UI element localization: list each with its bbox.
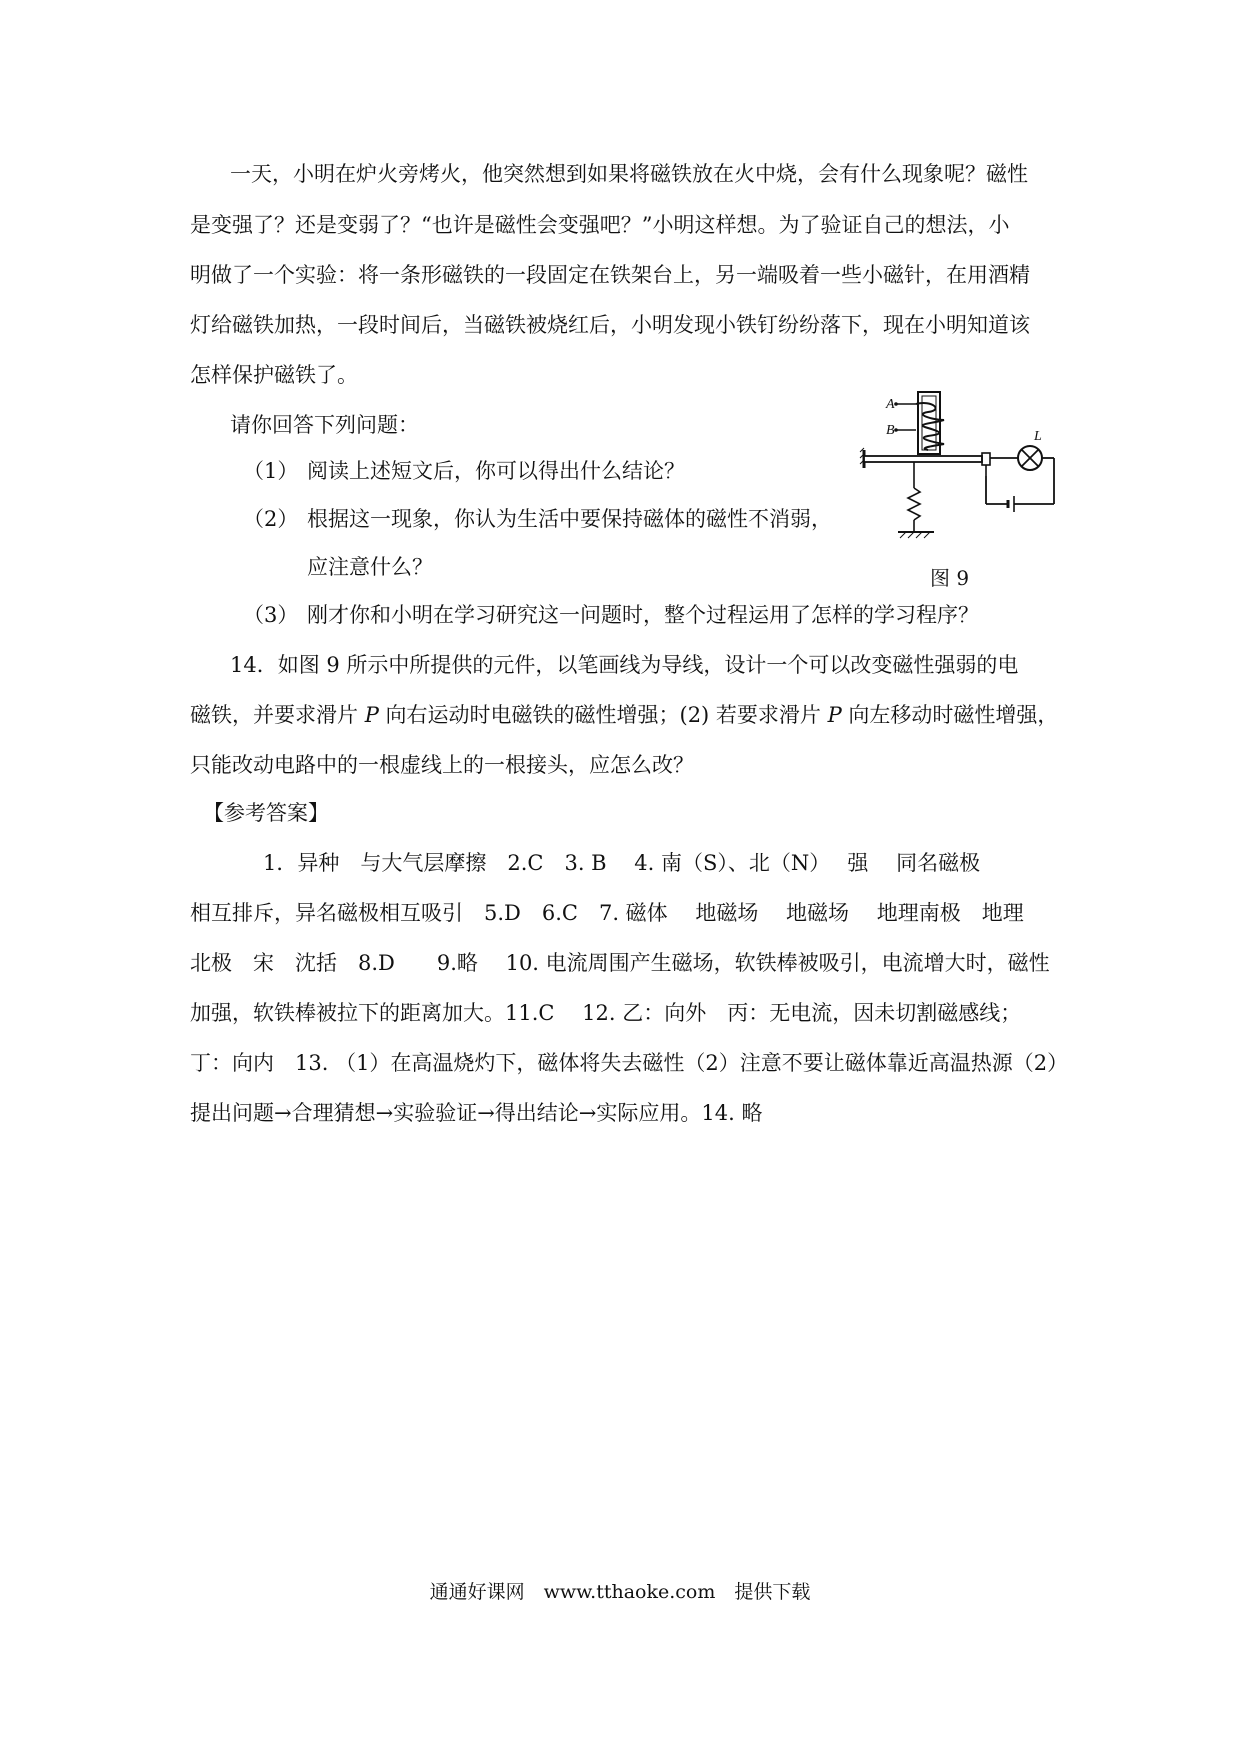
q14-text-b: 向右运动时电磁铁的磁性增强；(2) 若要求滑片 (378, 703, 828, 727)
figure-9-circuit-diagram (858, 390, 1064, 550)
answer-line-4: 加强，软铁棒被拉下的距离加大。11.C 12. 乙：向外 丙：无电流，因未切割磁感线； (190, 1001, 1022, 1025)
passage-line-1: 一天，小明在炉火旁烤火，他突然想到如果将磁铁放在火中烧，会有什么现象呢？磁性 (230, 162, 1028, 186)
label-b: B (886, 423, 895, 438)
question-prompt: 请你回答下列问题： (230, 413, 419, 437)
passage-line-3: 明做了一个实验：将一条形磁铁的一段固定在铁架台上，另一端吸着一些小磁针，在用酒精 (190, 263, 1030, 287)
question-14-line-1: 14．如图 9 所示中所提供的元件，以笔画线为导线，设计一个可以改变磁性强弱的电 (230, 653, 1019, 677)
passage-line-5: 怎样保护磁铁了。 (190, 363, 358, 387)
question-2-continuation: 应注意什么？ (307, 555, 433, 579)
question-2-number: （2） (243, 507, 299, 531)
question-1-number: （1） (243, 459, 299, 483)
answer-line-1: 1．异种 与大气层摩擦 2.C 3. B 4. 南（S）、北（N） 强 同名磁极 (263, 851, 981, 875)
answer-line-2: 相互排斥，异名磁极相互吸引 5.D 6.C 7. 磁体 地磁场 地磁场 地理南极 地理 (190, 901, 1024, 925)
answer-line-6: 提出问题→合理猜想→实验验证→得出结论→实际应用。14. 略 (190, 1101, 763, 1125)
answer-line-5: 丁：向内 13. （1）在高温烧灼下，磁体将失去磁性（2）注意不要让磁体靠近高温热源（2） (190, 1051, 1069, 1075)
question-1-text: 阅读上述短文后，你可以得出什么结论？ (307, 459, 685, 483)
question-14-line-3: 只能改动电路中的一根虚线上的一根接头，应怎么改？ (190, 753, 694, 777)
question-3-number: （3） (243, 603, 299, 627)
question-14-line-2 (190, 701, 1058, 729)
q14-text-c: 向左移动时磁性增强， (841, 703, 1059, 727)
answers-heading: 【参考答案】 (203, 801, 329, 825)
label-a: A (886, 397, 895, 412)
passage-line-2: 是变强了？还是变弱了？“也许是磁性会变强吧？”小明这样想。为了验证自己的想法，小 (190, 213, 1010, 237)
answer-line-3: 北极 宋 沈括 8.D 9.略 10. 电流周围产生磁场，软铁棒被吸引，电流增大时，磁性 (190, 951, 1050, 975)
slider-p-var-2: P (827, 703, 842, 727)
q14-text-a: 磁铁，并要求滑片 (190, 703, 365, 727)
question-2-text: 根据这一现象，你认为生活中要保持磁体的磁性不消弱， (307, 507, 832, 531)
page-footer: 通通好课网 www.tthaoke.com 提供下载 (429, 1581, 811, 1603)
label-l: L (1034, 429, 1042, 444)
slider-p-var-1: P (364, 703, 379, 727)
figure-9-caption: 图 9 (930, 566, 970, 590)
question-3-text: 刚才你和小明在学习研究这一问题时，整个过程运用了怎样的学习程序？ (307, 603, 979, 627)
passage-line-4: 灯给磁铁加热，一段时间后，当磁铁被烧红后，小明发现小铁钉纷纷落下，现在小明知道该 (190, 313, 1030, 337)
